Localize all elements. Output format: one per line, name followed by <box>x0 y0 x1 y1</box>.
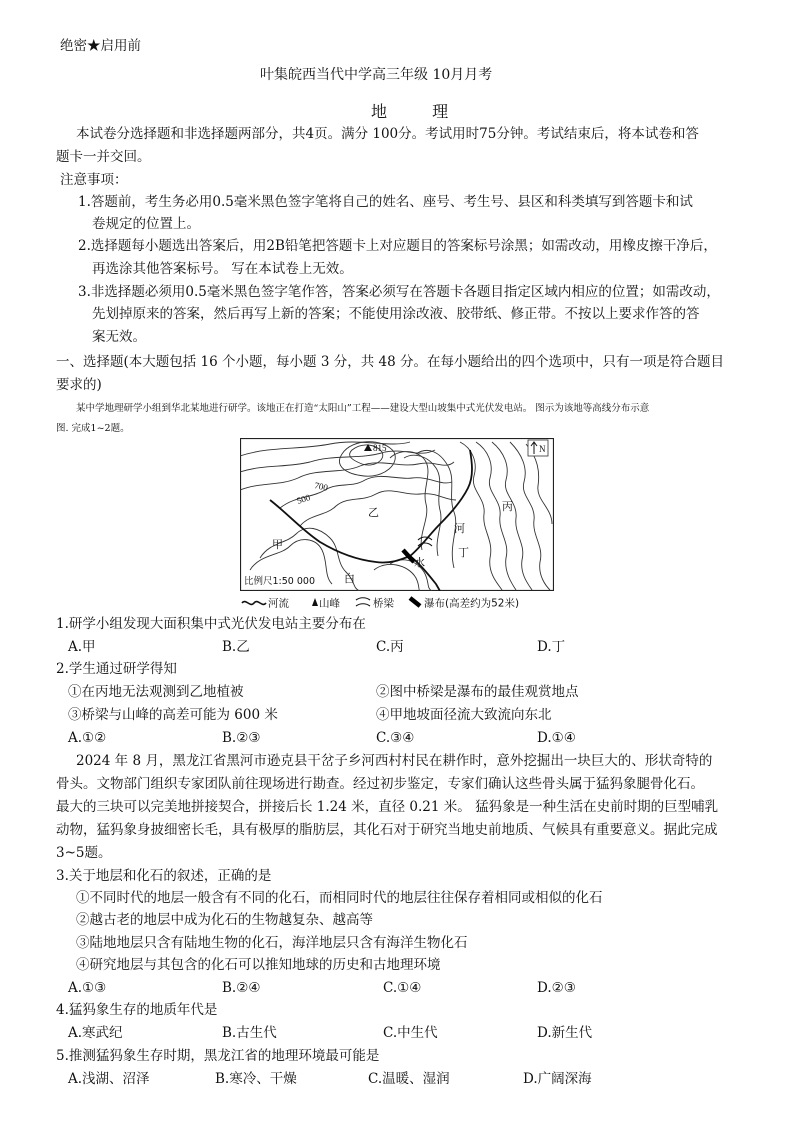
contour-label-500: 500 <box>295 492 312 506</box>
question-3-option-c: C.①④ <box>383 980 422 996</box>
question-1-option-d: D.丁 <box>537 639 566 655</box>
notice-item: 1.答题前，考生务必用0.5毫米黑色签字笔将自己的姓名、座号、考生号、县区和科类填写到答题卡和试 <box>78 194 693 210</box>
question-4-option-b: B.古生代 <box>222 1025 277 1041</box>
question-2-statement: ①在丙地无法观测到乙地植被 <box>68 684 244 700</box>
question-3-option-d: D.②③ <box>537 980 576 996</box>
question-4-stem: 4.猛犸象生存的地质年代是 <box>56 1002 218 1018</box>
question-3-option-a: A.①③ <box>68 980 107 996</box>
material-text: 3~5题。 <box>56 845 112 861</box>
notice-item: 先划掉原来的答案，然后再写上新的答案；不能使用涂改液、胶带纸、修正带。不按以上要求作答的答 <box>92 306 700 322</box>
notice-item: 案无效。 <box>92 329 146 345</box>
question-2-stem: 2.学生通过研学得知 <box>56 661 177 677</box>
north-label: N <box>539 444 546 454</box>
material-text: 骨头。文物部门组织专家团队前往现场进行勘查。经过初步鉴定，专家们确认这些骨头属于猛犸象腿骨化石。 <box>56 776 704 792</box>
question-5-stem: 5.推测猛犸象生存时期，黑龙江省的地理环境最可能是 <box>56 1048 380 1064</box>
question-2-option-b: B.②③ <box>222 730 261 746</box>
place-label-ding: 丁 <box>458 546 469 559</box>
question-2-option-d: D.①④ <box>537 730 576 746</box>
place-label-bing: 丙 <box>502 500 513 513</box>
river-label-bai: 白 <box>344 572 355 585</box>
question-5-option-c: C.温暖、湿润 <box>368 1071 450 1087</box>
contour-map <box>240 438 554 591</box>
question-2-statement: ③桥梁与山峰的高差可能为 600 米 <box>68 707 278 723</box>
legend-waterfall-label: 瀑布(高差约为52米) <box>424 597 520 610</box>
material-text: 动物，猛犸象身披细密长毛，具有极厚的脂肪层，其化石对于研究当地史前地质、气候具有重要意义。据此完成 <box>56 822 718 838</box>
question-3-statement: ③陆地地层只含有陆地生物的化石，海洋地层只含有海洋生物化石 <box>76 935 468 951</box>
notice-item: 卷规定的位置上。 <box>92 216 200 232</box>
contour-label-815: 815 <box>373 443 387 453</box>
notice-item: 再选涂其他答案标号。 写在本试卷上无效。 <box>92 261 353 277</box>
legend-peak-symbol <box>312 598 318 606</box>
question-3-statement: ②越古老的地层中成为化石的生物越复杂、越高等 <box>76 912 373 928</box>
map-legend <box>240 594 558 610</box>
question-1-option-b: B.乙 <box>222 639 250 655</box>
section-heading: 一、选择题(本大题包括 16 个小题，每小题 3 分，共 48 分。在每小题给出的四个选项中，只有一项是符合题目 <box>56 354 724 370</box>
river-label-he: 河 <box>454 522 465 535</box>
legend-river-label: 河流 <box>268 597 289 610</box>
notice-heading: 注意事项： <box>60 172 128 188</box>
question-4-option-a: A.寒武纪 <box>68 1025 123 1041</box>
question-2-option-a: A.①② <box>68 730 107 746</box>
question-1-option-c: C.丙 <box>376 639 404 655</box>
question-3-stem: 3.关于地层和化石的叙述，正确的是 <box>56 868 272 884</box>
question-4-option-c: C.中生代 <box>383 1025 438 1041</box>
legend-bridge-label: 桥梁 <box>373 597 394 610</box>
material-text: 某中学地理研学小组到华北某地进行研学。该地正在打造“太阳山”工程——建设大型山坡集中式光伏发电站。 图示为该地等高线分布示意 <box>76 403 650 414</box>
question-3-statement: ④研究地层与其包含的化石可以推知地球的历史和古地理环境 <box>76 957 441 973</box>
place-label-yi: 乙 <box>368 506 379 519</box>
material-text: 最大的三块可以完美地拼接契合，拼接后长 1.24 米，直径 0.21 米。 猛犸象是一种生活在史前时期的巨型哺乳 <box>56 799 719 815</box>
intro-line: 题卡一并交回。 <box>56 149 151 165</box>
question-1-option-a: A.甲 <box>68 639 96 655</box>
question-3-statement: ①不同时代的地层一般含有不同的化石，而相同时代的地层往往保存着相同或相似的化石 <box>76 890 603 906</box>
question-4-option-d: D.新生代 <box>537 1025 593 1041</box>
exam-title: 叶集皖西当代中学高三年级 10月月考 <box>260 67 493 83</box>
legend-bridge-symbol <box>356 598 370 606</box>
notice-item: 3.非选择题必须用0.5毫米黑色签字笔作答，答案必须写在答题卡各题目指定区域内相应的位置；如需改动， <box>78 284 720 300</box>
river-label-shui: 水 <box>414 556 425 569</box>
question-1-stem: 1.研学小组发现大面积集中式光伏发电站主要分布在 <box>56 616 366 632</box>
contour-label-700: 700 <box>313 480 329 493</box>
secret-label: 绝密★启用前 <box>60 38 141 54</box>
scale-label: 比例尺1:50 000 <box>244 576 315 587</box>
intro-line: 本试卷分选择题和非选择题两部分，共4页。满分 100分。考试用时75分钟。考试结束后，将本试卷和答 <box>76 126 699 142</box>
question-5-option-d: D.广阔深海 <box>523 1071 592 1087</box>
question-5-option-a: A.浅湖、沼泽 <box>68 1071 150 1087</box>
question-3-option-b: B.②④ <box>222 980 261 996</box>
legend-peak-label: 山峰 <box>319 597 340 610</box>
notice-item: 2.选择题每小题选出答案后，用2B铅笔把答题卡上对应题目的答案标号涂黑；如需改动，用橡皮擦干净后， <box>78 238 717 254</box>
legend-waterfall-symbol <box>410 598 420 606</box>
section-heading: 要求的) <box>56 377 102 393</box>
material-text: 图. 完成1~2题。 <box>56 423 130 434</box>
place-label-jia: 甲 <box>272 538 283 551</box>
question-2-statement: ②图中桥梁是瀑布的最佳观赏地点 <box>376 684 579 700</box>
material-text: 2024 年 8 月，黑龙江省黑河市逊克县干岔子乡河西村村民在耕作时，意外挖掘出一块巨大的、形状奇特的 <box>76 753 713 769</box>
legend-river-symbol <box>242 602 266 605</box>
question-5-option-b: B.寒冷、干燥 <box>215 1071 297 1087</box>
subject-title: 地 理 <box>371 102 469 121</box>
question-2-statement: ④甲地坡面径流大致流向东北 <box>376 707 552 723</box>
question-2-option-c: C.③④ <box>376 730 415 746</box>
